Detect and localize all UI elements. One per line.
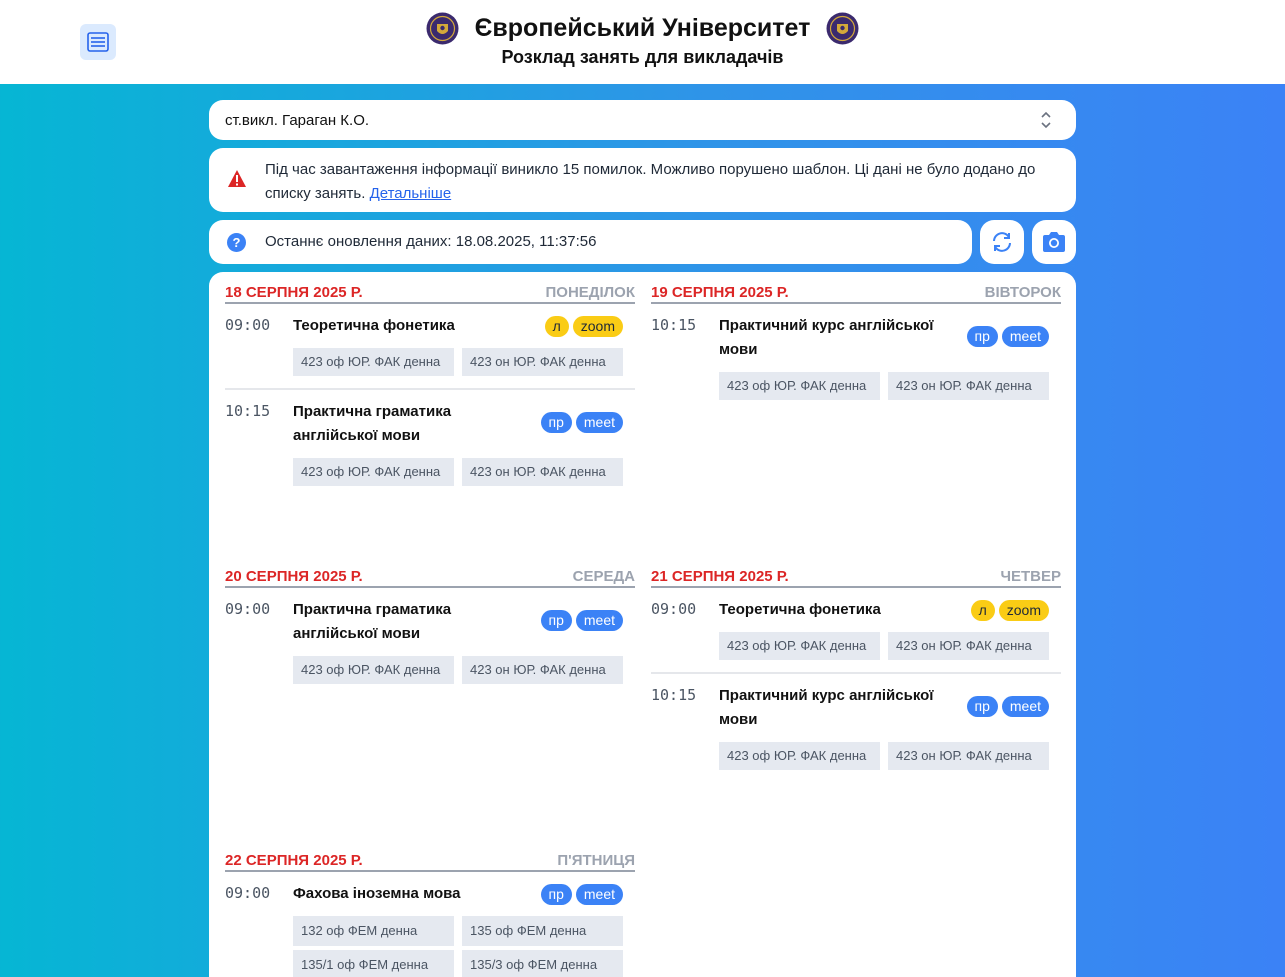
refresh-icon — [990, 230, 1014, 254]
lesson-type-badge: л — [545, 316, 569, 337]
day-date: 18 СЕРПНЯ 2025 Р. — [225, 284, 363, 301]
lesson-time: 09:00 — [651, 600, 697, 618]
day-weekday: П'ЯТНИЦЯ — [557, 852, 635, 869]
day-weekday: ПОНЕДІЛОК — [545, 284, 635, 301]
group-chip: 423 он ЮР. ФАК денна — [888, 632, 1049, 660]
platform-link-badge[interactable]: meet — [1002, 696, 1049, 717]
teacher-select[interactable] — [209, 100, 1076, 140]
lesson-type-badge: пр — [541, 610, 572, 631]
update-info — [209, 220, 972, 264]
group-chip: 423 оф ЮР. ФАК денна — [293, 656, 454, 684]
lesson-title: Практичний курс англійської мови — [719, 687, 934, 728]
university-seal-icon — [426, 12, 459, 45]
help-icon — [227, 233, 246, 252]
lesson — [651, 304, 1061, 412]
error-message: Під час завантаження інформації виникло 15 помилок. Можливо порушено шаблон. Ці дані не було додано до списку занять. — [265, 161, 1036, 202]
day-weekday: СЕРЕДА — [572, 568, 635, 585]
day-card — [651, 566, 1061, 782]
platform-link-badge[interactable]: meet — [576, 610, 623, 631]
group-chip: 132 оф ФЕМ денна — [293, 916, 454, 946]
lesson-title: Фахова іноземна мова — [293, 885, 461, 902]
group-chip: 135/3 оф ФЕМ денна — [462, 950, 623, 977]
day-card — [225, 850, 635, 977]
lesson-time: 10:15 — [225, 402, 271, 420]
day-date: 19 СЕРПНЯ 2025 Р. — [651, 284, 789, 301]
lesson-time: 09:00 — [225, 884, 271, 902]
day-date: 20 СЕРПНЯ 2025 Р. — [225, 568, 363, 585]
platform-link-badge[interactable]: zoom — [999, 600, 1049, 621]
chevron-up-down-icon — [1040, 110, 1052, 130]
lesson-type-badge: л — [971, 600, 995, 621]
lesson — [225, 872, 635, 977]
day-date: 22 СЕРПНЯ 2025 Р. — [225, 852, 363, 869]
lesson-type-badge: пр — [541, 884, 572, 905]
svg-text:?: ? — [232, 235, 241, 250]
lesson-type-badge: пр — [541, 412, 572, 433]
group-chip: 423 он ЮР. ФАК денна — [462, 458, 623, 486]
teacher-select-value: ст.викл. Гараган К.О. — [225, 111, 370, 129]
day-card — [225, 566, 635, 696]
group-chip: 423 он ЮР. ФАК денна — [888, 742, 1049, 770]
lesson — [651, 588, 1061, 672]
platform-link-badge[interactable]: meet — [576, 884, 623, 905]
lesson-time: 10:15 — [651, 686, 697, 704]
schedule-panel — [209, 272, 1076, 977]
platform-link-badge[interactable]: meet — [576, 412, 623, 433]
day-weekday: ЧЕТВЕР — [1000, 568, 1061, 585]
lesson-title: Теоретична фонетика — [293, 317, 455, 334]
group-chip: 135/1 оф ФЕМ денна — [293, 950, 454, 977]
lesson-title: Практичний курс англійської мови — [719, 317, 934, 358]
day-card — [651, 282, 1061, 412]
error-alert — [209, 148, 1076, 212]
lesson — [225, 588, 635, 696]
lesson-time: 09:00 — [225, 316, 271, 334]
lesson-time: 10:15 — [651, 316, 697, 334]
lesson-type-badge: пр — [967, 696, 998, 717]
warning-icon — [227, 169, 247, 188]
day-date: 21 СЕРПНЯ 2025 Р. — [651, 568, 789, 585]
details-link[interactable]: Детальніше — [369, 185, 452, 202]
day-card — [225, 282, 635, 498]
group-chip: 423 он ЮР. ФАК денна — [888, 372, 1049, 400]
lesson-title: Теоретична фонетика — [719, 601, 881, 618]
screenshot-button[interactable] — [1032, 220, 1076, 264]
group-chip: 423 оф ЮР. ФАК денна — [719, 632, 880, 660]
group-chip: 423 оф ЮР. ФАК денна — [293, 348, 454, 376]
camera-icon — [1041, 231, 1067, 253]
lesson — [651, 672, 1061, 782]
university-seal-icon — [826, 12, 859, 45]
lesson-title: Практична граматика англійської мови — [293, 601, 452, 642]
group-chip: 423 он ЮР. ФАК денна — [462, 348, 623, 376]
university-title: Європейський Університет — [474, 13, 811, 42]
day-weekday: ВІВТОРОК — [984, 284, 1061, 301]
page-subtitle: Розклад занять для викладачів — [501, 47, 784, 67]
group-chip: 135 оф ФЕМ денна — [462, 916, 623, 946]
platform-link-badge[interactable]: zoom — [573, 316, 623, 337]
group-chip: 423 он ЮР. ФАК денна — [462, 656, 623, 684]
lesson-time: 09:00 — [225, 600, 271, 618]
platform-link-badge[interactable]: meet — [1002, 326, 1049, 347]
lesson — [225, 304, 635, 388]
app-header — [0, 0, 1285, 84]
lesson-title: Практична граматика англійської мови — [293, 403, 452, 444]
lesson-type-badge: пр — [967, 326, 998, 347]
group-chip: 423 оф ЮР. ФАК денна — [719, 742, 880, 770]
lesson — [225, 388, 635, 498]
group-chip: 423 оф ЮР. ФАК денна — [293, 458, 454, 486]
group-chip: 423 оф ЮР. ФАК денна — [719, 372, 880, 400]
refresh-button[interactable] — [980, 220, 1024, 264]
last-update-text: Останнє оновлення даних: 18.08.2025, 11:37:56 — [265, 233, 597, 250]
